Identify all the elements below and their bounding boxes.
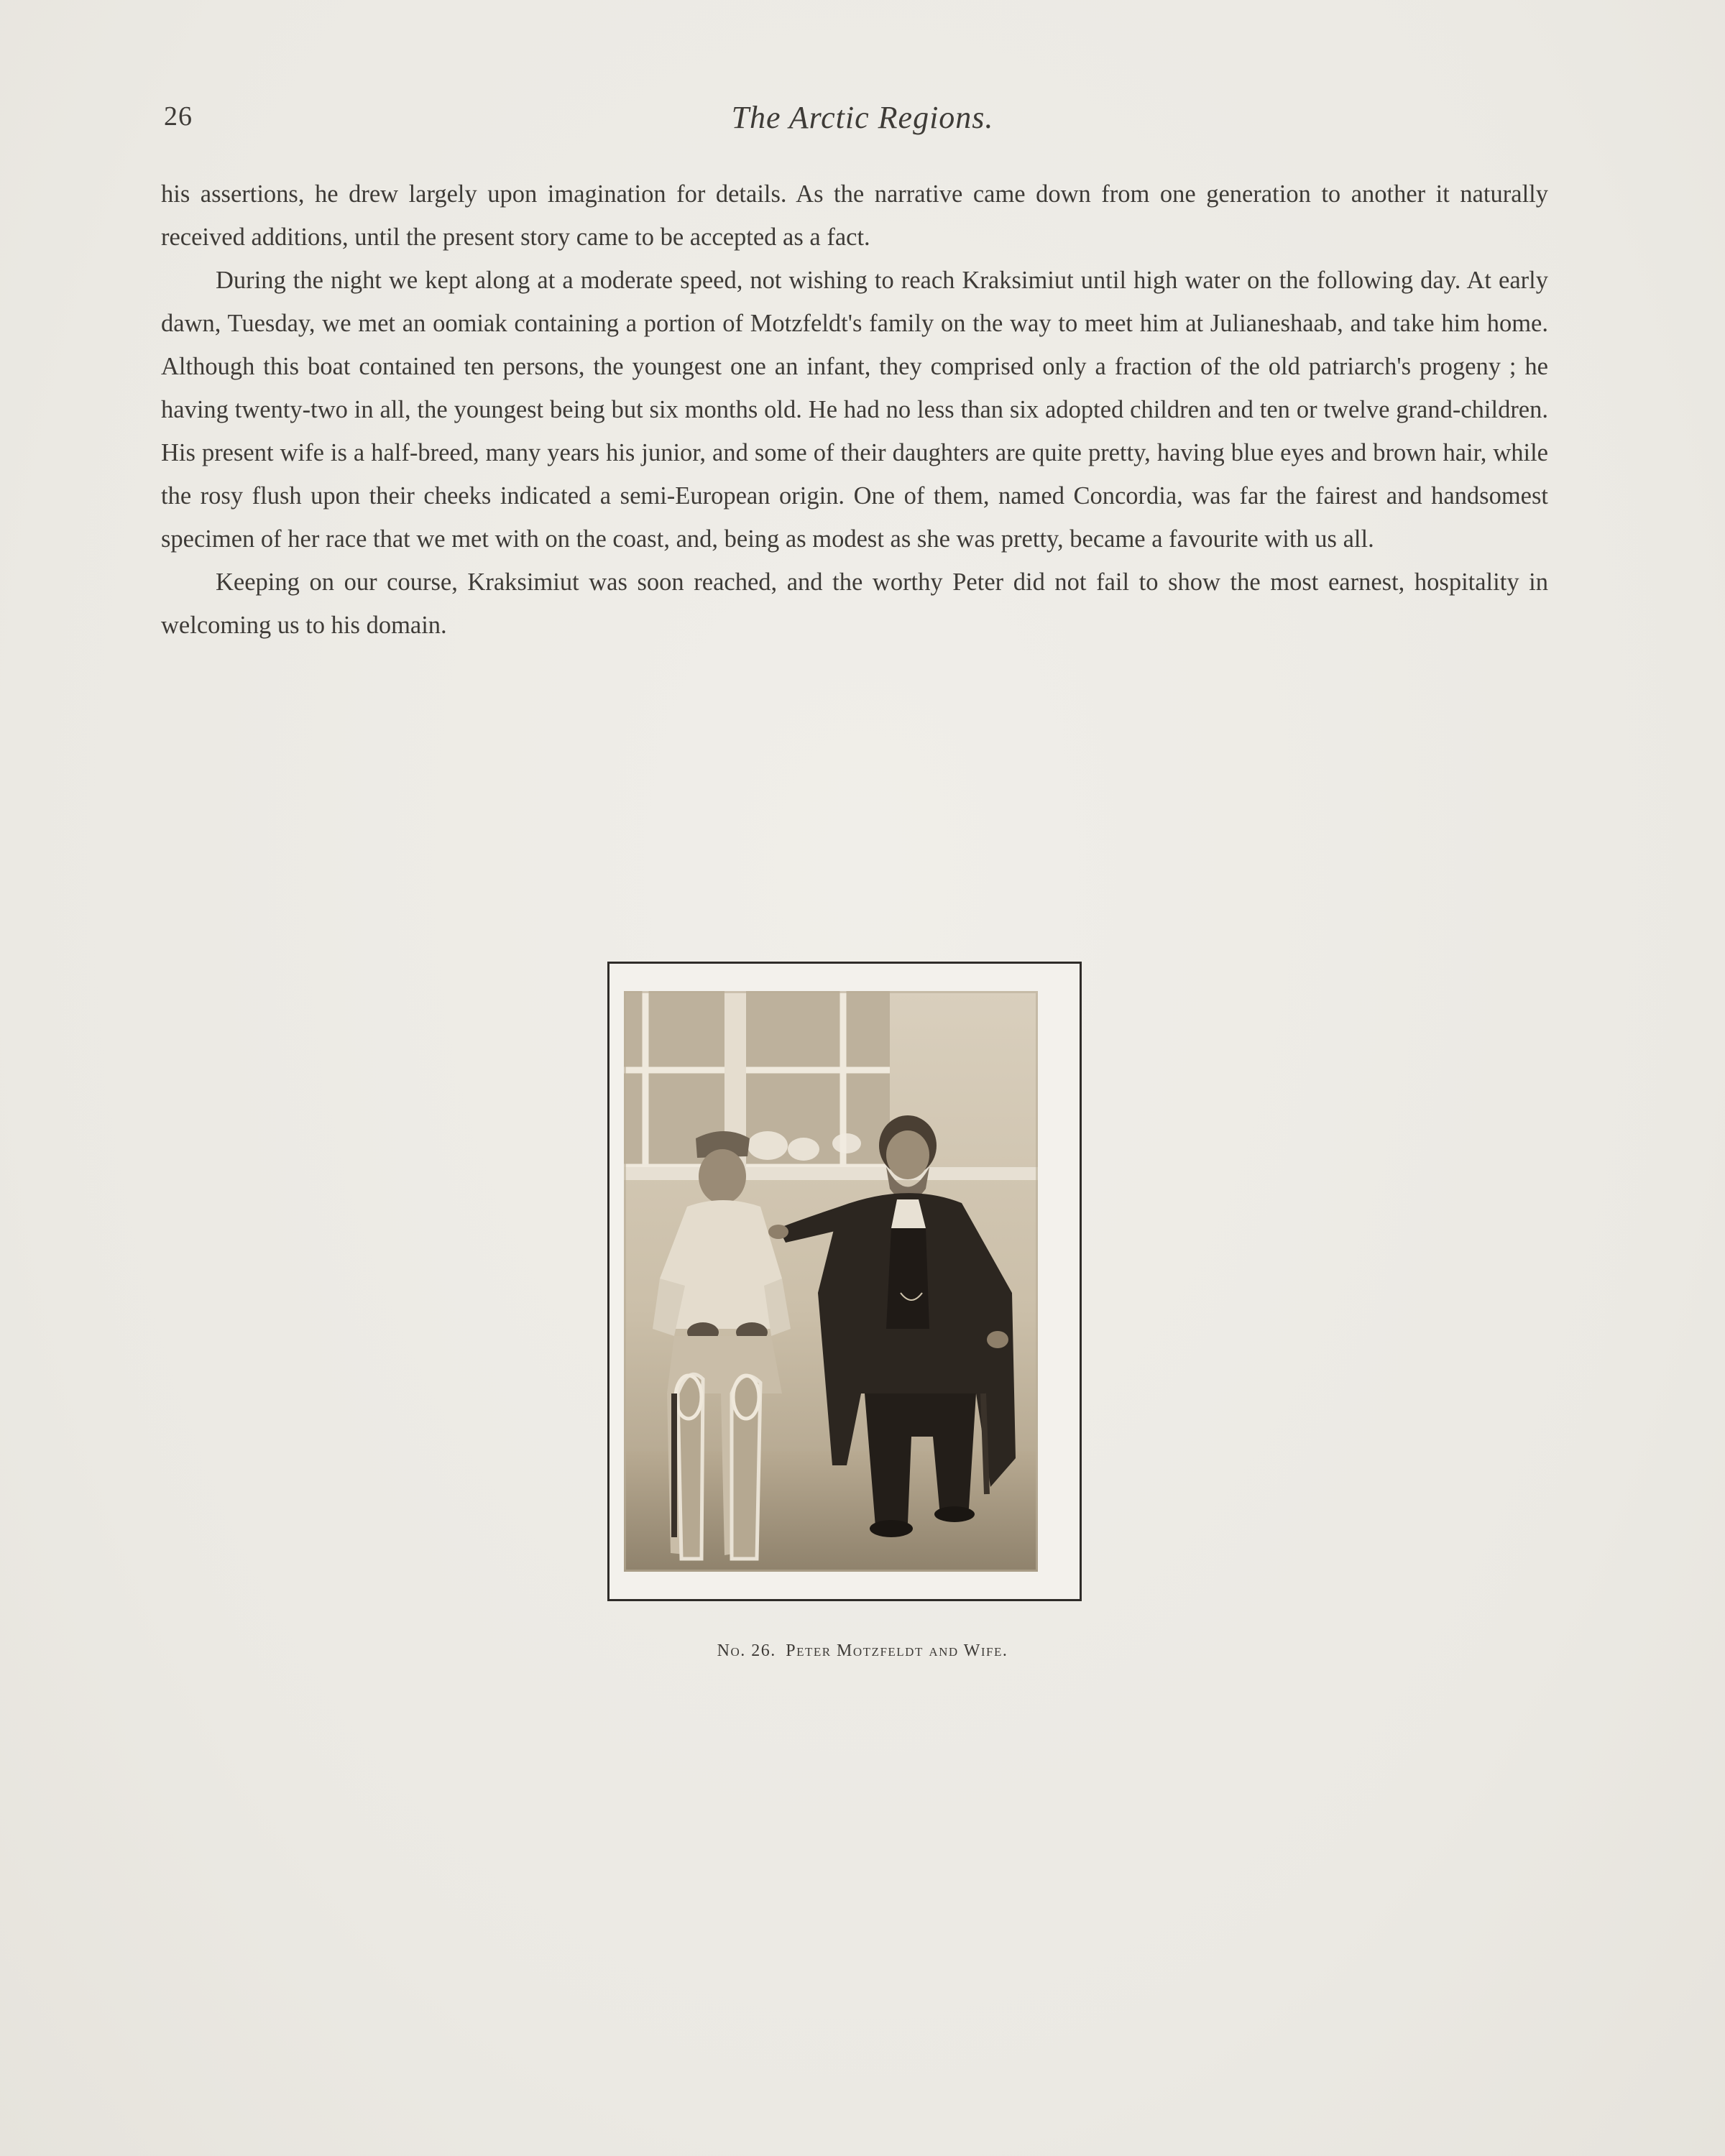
paragraph: his assertions, he drew largely upon imagination for details. As the narrative came down from one generation to another it naturally received additions, until the present story came to be accepted as a fact. (161, 180, 1548, 251)
paragraph: Keeping on our course, Kraksimiut was soon reached, and the worthy Peter did not fail to show the most earnest, hospitality in welcoming us to his domain. (161, 568, 1548, 639)
plate-title: Peter Motzfeldt and Wife. (786, 1641, 1008, 1660)
page-number: 26 (164, 101, 193, 132)
plate-number: No. 26. (717, 1641, 776, 1660)
photo-plate-frame (607, 962, 1082, 1601)
plate-caption (0, 1641, 1725, 1661)
running-title: The Arctic Regions. (731, 100, 994, 135)
paragraph: During the night we kept along at a moderate speed, not wishing to reach Kraksimiut until high water on the following day. At early dawn, Tuesday, we met an oomiak containing a portion of Motzfeldt's family on the way to meet him at Julianeshaab, and take him home. Although this boat contained ten persons, the youngest one an infant, they comprised only a fraction of the old patriarch's progeny ; he having twenty-two in all, the youngest being but six months old. He had no less than six adopted children and ten or twelve grand-children. His present wife is a half-breed, many years his junior, and some of their daughters are quite pretty, having blue eyes and brown hair, while the rosy flush upon their cheeks indicated a semi-European origin. One of them, named Concordia, was far the fairest and handsomest specimen of her race that we met with on the coast, and, being as modest as she was pretty, became a favourite with us all. (161, 267, 1548, 553)
portrait-photograph (624, 991, 1038, 1572)
body-text (161, 172, 1548, 647)
